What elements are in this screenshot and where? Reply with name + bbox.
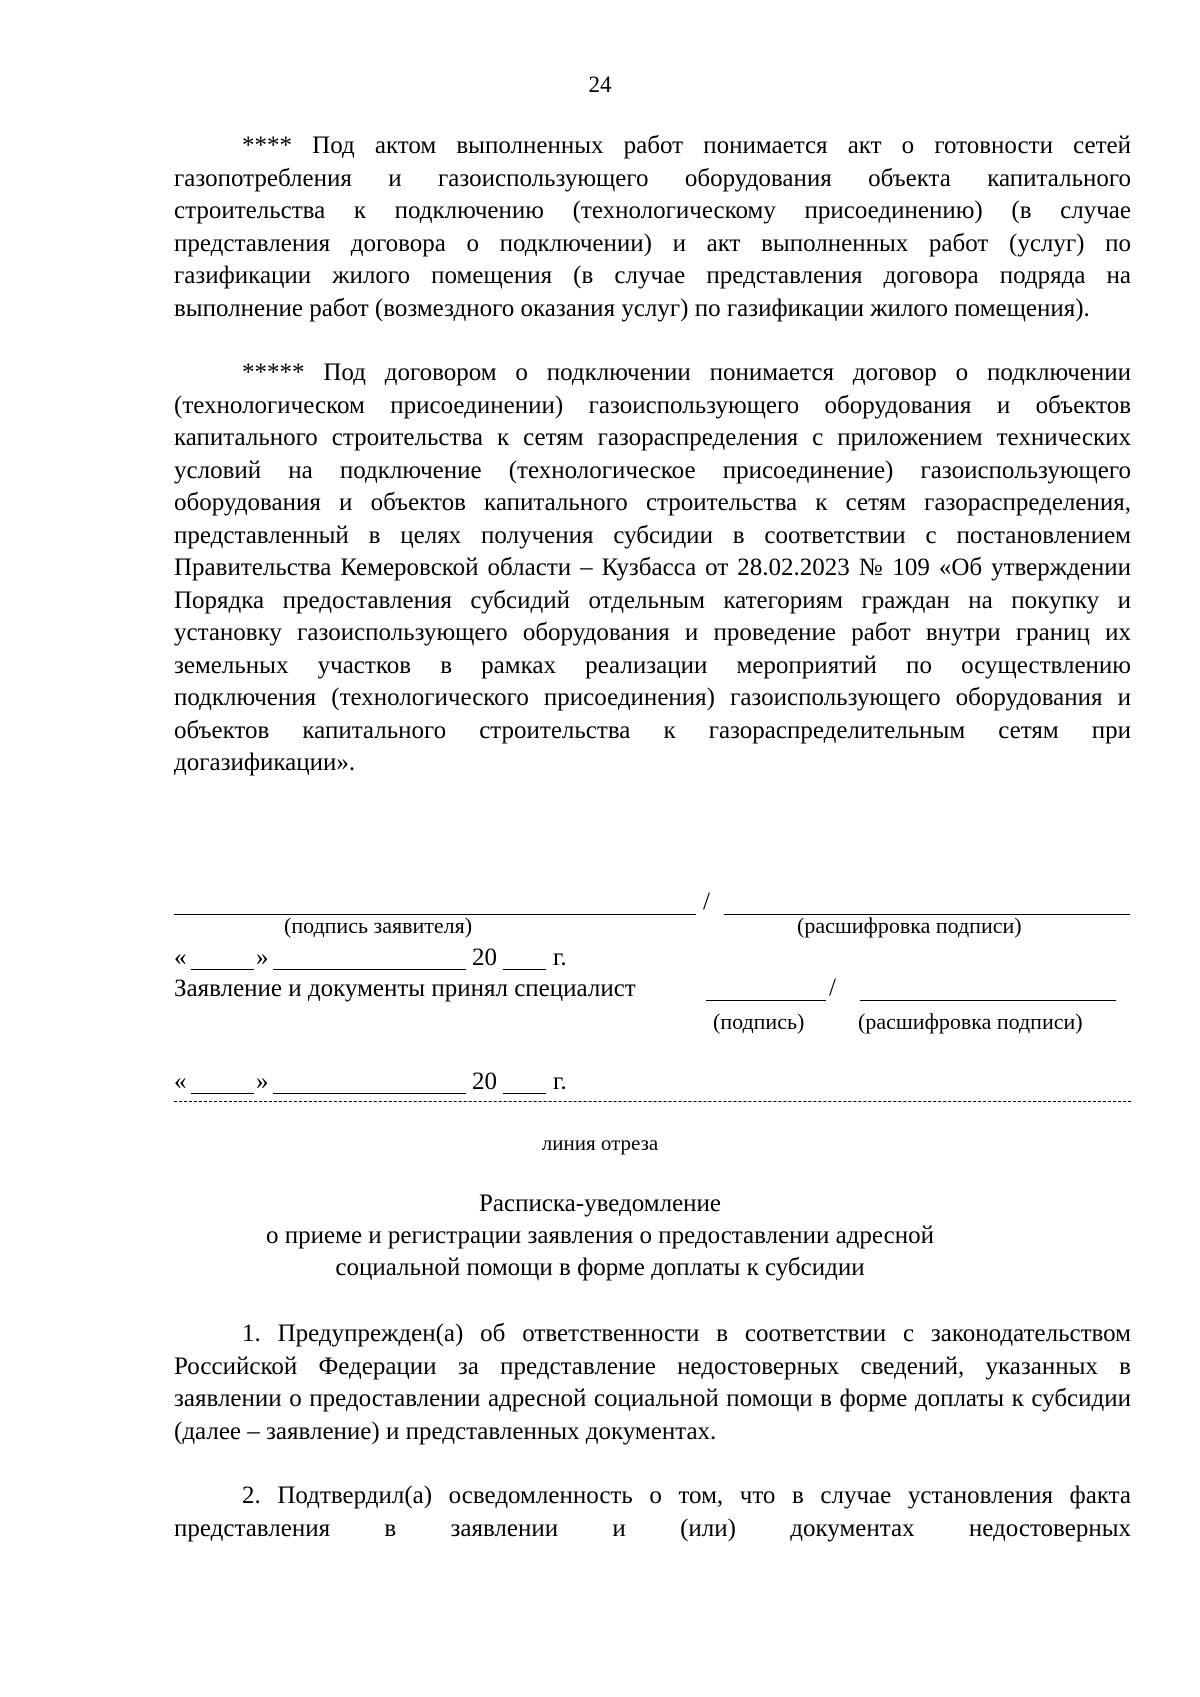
specialist-slash: / — [829, 974, 836, 1001]
date-open-quote: « — [174, 944, 187, 971]
date2-open-quote: « — [174, 1068, 187, 1095]
date-year-suffix: г. — [553, 944, 567, 971]
applicant-decode-caption: (расшифровка подписи) — [797, 913, 1022, 938]
specialist-label: Заявление и документы принял специалист — [174, 975, 636, 1002]
signature-slash: / — [703, 888, 710, 915]
receipt-title: Расписка-уведомление — [478, 1190, 722, 1217]
date-year-line — [503, 969, 546, 970]
date-day-line — [191, 969, 254, 970]
specialist-decode-caption: (расшифровка подписи) — [858, 1009, 1083, 1034]
receipt-item-1: 1. Предупрежден(а) об ответственности в соответствии с законодательством Российской Федерации за представление недостоверных сведений, указанных в заявлении о предоставлении адресной социальной помощи в форме доплаты к субсидии (далее – заявление) и представленных документах. — [174, 1320, 1131, 1445]
receipt-item-2: 2. Подтвердил(а) осведомленность о том, что в случае установления факта представления в заявлении и (или) документах недостоверных — [174, 1482, 1131, 1542]
receipt-subtitle-line2: социальной помощи в форме доплаты к субсидии — [335, 1254, 865, 1281]
date2-month-line — [273, 1093, 466, 1094]
date-close-quote: » — [256, 944, 269, 971]
receipt-subtitle-line1: о приеме и регистрации заявления о предоставлении адресной — [266, 1222, 934, 1249]
footnote-4: **** Под актом выполненных работ понимается акт о готовности сетей газопотребления и газоиспользующего оборудования объекта капитального строительства к подключению (технологическому присоединению) (в случае представления договора о подключении) и акт выполненных работ (услуг) по газификации жилого помещения (в случае представления договора подряда на выполнение работ (возмездного оказания услуг) по газификации жилого помещения). — [174, 132, 1131, 322]
specialist-signature-line — [706, 1000, 826, 1001]
date2-day-line — [191, 1093, 254, 1094]
date2-year-line — [503, 1093, 546, 1094]
specialist-decode-line — [860, 1000, 1116, 1001]
date2-year-suffix: г. — [553, 1068, 567, 1095]
date2-close-quote: » — [256, 1068, 269, 1095]
applicant-signature-caption: (подпись заявителя) — [284, 913, 473, 938]
specialist-signature-caption: (подпись) — [713, 1009, 805, 1034]
page-number: 24 — [588, 72, 612, 97]
cut-line — [174, 1101, 1131, 1102]
date-month-line — [273, 969, 466, 970]
cut-line-label: линия отреза — [541, 1131, 659, 1155]
footnote-5: ***** Под договором о подключении понимается договор о подключении (технологическом присоединении) газоиспользующего оборудования и объектов капитального строительства к сетям газораспределения с приложением технических условий на подключение (технологическое присоединение) газоиспользующего оборудования и объектов капитального строительства к сетям газораспределения, представленный в целях получения субсидии в соответствии с постановлением Правительства Кемеровской области – Кузбасса от 28.02.2023 № 109 «Об утверждении Порядка предоставления субсидий отдельным категориям граждан на покупку и установку газоиспользующего оборудования и проведение работ внутри границ их земельных участков в рамках реализации мероприятий по осуществлению подключения (технологического присоединения) газоиспользующего оборудования и объектов капитального строительства к газораспределительным сетям при догазификации». — [174, 359, 1131, 776]
date2-year-prefix: 20 — [472, 1068, 497, 1095]
date-year-prefix: 20 — [472, 944, 497, 971]
